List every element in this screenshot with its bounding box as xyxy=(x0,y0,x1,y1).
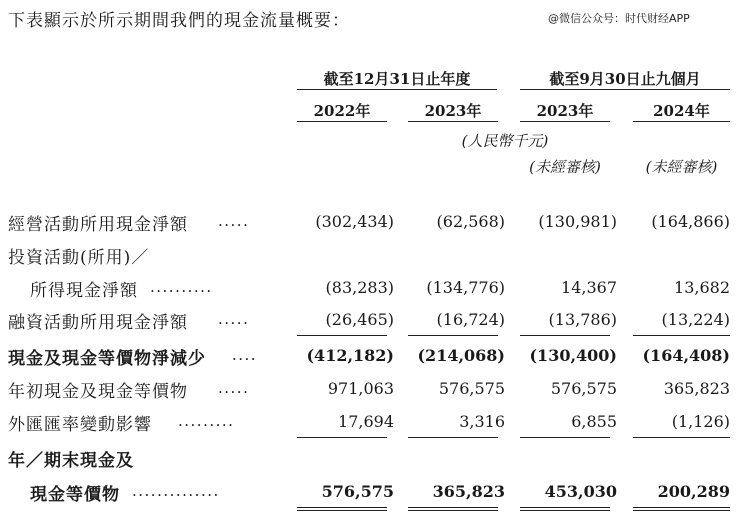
cell-operating-2023-9m: (130,981) xyxy=(538,212,617,231)
cell-closing-cash-2023: 365,823 xyxy=(432,482,505,501)
cell-fx-effect-2024-9m: (1,126) xyxy=(671,412,730,431)
cell-closing-cash-2023-9m: 453,030 xyxy=(544,482,617,501)
double-underline xyxy=(297,510,387,511)
cell-fx-effect-2023-9m: 6,855 xyxy=(571,412,617,431)
row-label-operating: 經營活動所用現金淨額 xyxy=(8,215,188,235)
row-label-fx-effect: 外匯匯率變動影響 xyxy=(8,415,152,435)
cell-investing-2022: (83,283) xyxy=(325,278,394,297)
row-dots: .... xyxy=(232,346,258,364)
cell-investing-2023-9m: 14,367 xyxy=(561,278,617,297)
unaudited-note-1: (未經審核) xyxy=(529,158,601,176)
cell-opening-cash-2022: 971,063 xyxy=(327,379,394,398)
subtotal-rule xyxy=(297,335,387,336)
double-underline xyxy=(297,507,387,508)
total-rule xyxy=(408,437,498,438)
row-dots: .............. xyxy=(132,482,220,500)
cell-operating-2023: (62,568) xyxy=(436,212,505,231)
cell-closing-cash-2024-9m: 200,289 xyxy=(657,482,730,501)
year-header-2024: 2024年 xyxy=(653,102,710,120)
cell-operating-2022: (302,434) xyxy=(315,212,394,231)
subtotal-rule xyxy=(520,335,610,336)
header-group-rule-2 xyxy=(520,89,730,90)
cell-net-decrease-2022: (412,182) xyxy=(306,346,394,365)
cell-financing-2022: (26,465) xyxy=(325,310,394,329)
unaudited-note-2: (未經審核) xyxy=(645,158,718,176)
cell-closing-cash-2022: 576,575 xyxy=(321,482,394,501)
year-header-2023: 2023年 xyxy=(424,102,482,120)
double-underline xyxy=(633,510,730,511)
row-label-financing: 融資活動所用現金淨額 xyxy=(8,313,188,333)
header-group-fiscal-year: 截至12月31日止年度 xyxy=(323,70,471,88)
year-rule-4 xyxy=(633,121,730,122)
header-group-rule-1 xyxy=(297,89,497,90)
cell-financing-2024-9m: (13,224) xyxy=(661,310,730,329)
cell-net-decrease-2023-9m: (130,400) xyxy=(529,346,617,365)
total-rule xyxy=(520,437,610,438)
cell-fx-effect-2023: 3,316 xyxy=(459,412,505,431)
year-rule-1 xyxy=(297,121,387,122)
row-dots: .......... xyxy=(150,278,213,296)
row-dots: ......... xyxy=(178,412,235,430)
year-header-2022: 2022年 xyxy=(313,102,371,120)
cell-financing-2023: (16,724) xyxy=(436,310,505,329)
double-underline xyxy=(520,510,610,511)
double-underline xyxy=(633,507,730,508)
cell-net-decrease-2023: (214,068) xyxy=(417,346,505,365)
cell-investing-2024-9m: 13,682 xyxy=(674,278,730,297)
cell-opening-cash-2023-9m: 576,575 xyxy=(550,379,617,398)
subtotal-rule xyxy=(408,335,498,336)
year-header-2023-nine-months: 2023年 xyxy=(536,102,594,120)
row-label-investing-line2: 所得現金淨額 xyxy=(30,281,138,301)
intro-text: 下表顯示於所示期間我們的現金流量概要： xyxy=(8,11,350,31)
total-rule xyxy=(297,437,387,438)
cell-opening-cash-2024-9m: 365,823 xyxy=(663,379,730,398)
row-label-investing-line1: 投資活動(所用)／ xyxy=(8,248,150,268)
cell-net-decrease-2024-9m: (164,408) xyxy=(642,346,730,365)
row-dots: ..... xyxy=(218,310,250,328)
row-label-opening-cash: 年初現金及現金等價物 xyxy=(8,382,188,402)
double-underline xyxy=(408,510,498,511)
header-group-nine-months: 截至9月30日止九個月 xyxy=(549,70,701,88)
watermark: @微信公众号：时代财经APP xyxy=(548,12,690,25)
row-dots: ..... xyxy=(218,379,250,397)
cell-opening-cash-2023: 576,575 xyxy=(438,379,505,398)
cell-operating-2024-9m: (164,866) xyxy=(651,212,730,231)
subtotal-rule xyxy=(633,335,730,336)
cell-investing-2023: (134,776) xyxy=(426,278,505,297)
cell-financing-2023-9m: (13,786) xyxy=(548,310,617,329)
year-rule-2 xyxy=(408,121,498,122)
row-label-closing-cash-line1: 年／期末現金及 xyxy=(8,451,134,471)
year-rule-3 xyxy=(520,121,610,122)
row-label-net-decrease: 現金及現金等價物淨減少 xyxy=(8,349,206,369)
row-label-closing-cash-line2: 現金等價物 xyxy=(30,485,120,505)
double-underline xyxy=(408,507,498,508)
total-rule xyxy=(633,437,730,438)
unit-note: (人民幣千元) xyxy=(461,132,549,150)
double-underline xyxy=(520,507,610,508)
cell-fx-effect-2022: 17,694 xyxy=(338,412,394,431)
row-dots: ..... xyxy=(218,212,250,230)
